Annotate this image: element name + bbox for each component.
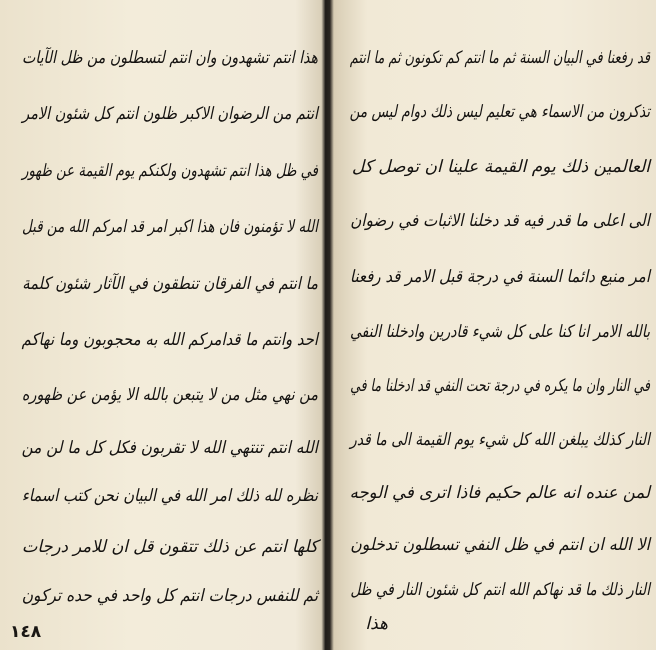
manuscript-line: من نهي مثل من لا يتبعن بالله الا يؤمن عن ظهوره <box>21 385 318 405</box>
manuscript-line: لمن عنده انه عالم حكيم فاذا اترى في الوجه <box>349 483 650 503</box>
manuscript-line: تذكرون من الاسماء هي تعليم ليس ذلك دوام ليس من <box>349 102 650 122</box>
manuscript-line: انتم من الرضوان الاكبر ظلون انتم كل شئون الامر <box>22 104 318 124</box>
manuscript-line: هذا <box>365 614 388 634</box>
manuscript-line: بالله الامر انا كنا على كل شيء قادرين وادخلنا النفي <box>349 322 650 342</box>
manuscript-line: النار ذلك ما قد نهاكم الله انتم كل شئون النار في ظل <box>350 580 650 600</box>
left-page <box>22 18 318 638</box>
manuscript-line: ثم للنفس درجات انتم كل واحد في حده تركون <box>21 586 318 606</box>
manuscript-line: الى اعلى ما قدر فيه قد دخلنا الاثبات في رضوان <box>350 211 650 231</box>
manuscript-line: في ظل هذا انتم تشهدون ولكنكم يوم القيمة عن ظهور <box>22 161 318 181</box>
manuscript-line: كلها انتم عن ذلك تتقون قل ان للامر درجات <box>21 537 319 557</box>
right-page <box>350 18 650 638</box>
manuscript-line: امر منيع دائما السنة في درجة قبل الامر قد رفعنا <box>349 267 650 287</box>
manuscript-line: النار كذلك يبلغن الله كل شيء يوم القيمة الى ما قدر <box>350 430 650 450</box>
manuscript-line: في النار وان ما يكره في درجة تحت النفي قد ادخلنا ما في <box>350 376 650 396</box>
manuscript-line: الله لا تؤمنون فان هذا اكبر امر قد امركم الله من قبل <box>21 217 319 237</box>
manuscript-line: هذا انتم تشهدون وان انتم لتسطلون من ظل الآيات <box>22 48 318 68</box>
manuscript-line: ما انتم في الفرقان تنطقون في الآثار شئون كلمة <box>22 274 319 294</box>
page-number: ١٤٨ <box>10 622 42 642</box>
manuscript-line: الله انتم تنتهي الله لا تقربون فكل كل ما لن من <box>21 438 319 458</box>
manuscript-line: نظره لله ذلك امر الله في البيان نحن كتب اسماء <box>21 486 318 506</box>
manuscript-line: قد رفعنا في البيان السنة ثم ما انتم كم تكونون ثم ما انتم <box>349 48 650 68</box>
manuscript-line: احد وانتم ما قدامركم الله به محجوبون وما نهاكم <box>21 330 318 350</box>
manuscript-line: الا الله ان انتم في ظل النفي تسطلون تدخلون <box>350 535 650 555</box>
manuscript-line: العالمين ذلك يوم القيمة علينا ان توصل كل <box>351 157 650 177</box>
